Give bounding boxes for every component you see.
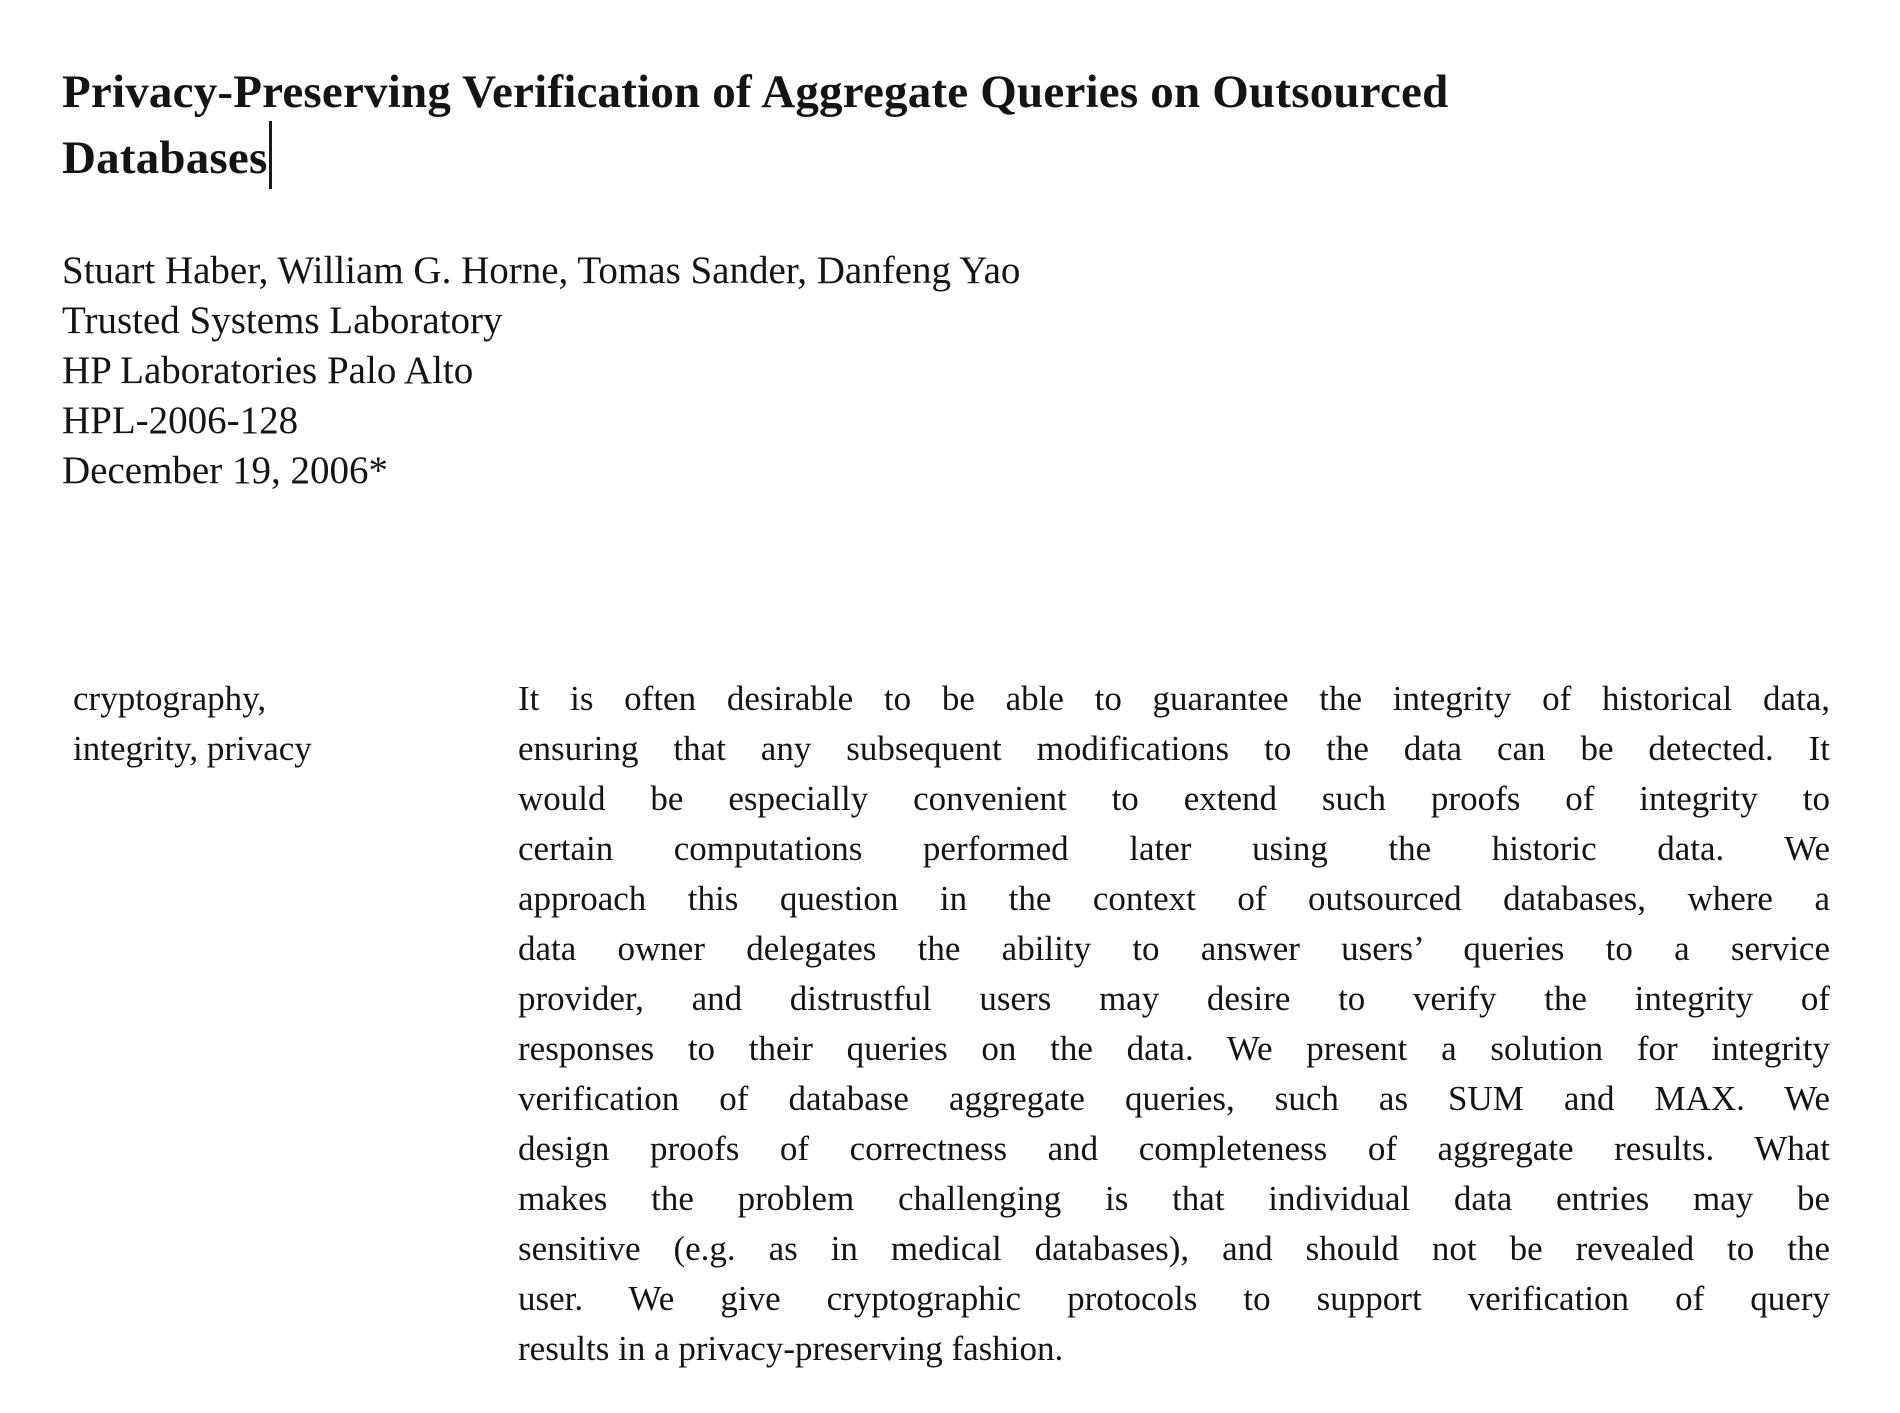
text-cursor-caret: [269, 121, 272, 189]
abstract-line: approach this question in the context of outsourced databases, where a: [518, 879, 1830, 918]
keywords-abstract-row: [73, 674, 1830, 1374]
paper-title-line2: [62, 121, 1448, 189]
report-id-line: HPL-2006-128: [62, 399, 299, 442]
abstract-line: certain computations performed later using the historic data. We: [518, 829, 1830, 868]
header-block: [62, 246, 1020, 496]
paper-title-line2-text: Databases: [62, 132, 268, 184]
paper-title: [62, 63, 1448, 189]
abstract-line: would be especially convenient to extend such proofs of integrity to: [518, 779, 1830, 818]
abstract-line: provider, and distrustful users may desire to verify the integrity of: [518, 979, 1830, 1018]
date-line: December 19, 2006*: [62, 449, 388, 492]
abstract-line: results in a privacy-preserving fashion.: [518, 1329, 1064, 1368]
abstract-line: data owner delegates the ability to answer users’ queries to a service: [518, 929, 1830, 968]
abstract-line: user. We give cryptographic protocols to support verification of query: [518, 1279, 1830, 1318]
abstract-line: ensuring that any subsequent modifications to the data can be detected. It: [518, 729, 1830, 768]
abstract-line: responses to their queries on the data. We present a solution for integrity: [518, 1029, 1830, 1068]
abstract-line: verification of database aggregate queries, such as SUM and MAX. We: [518, 1079, 1830, 1118]
keywords-line2: integrity, privacy: [73, 729, 312, 768]
abstract-line: sensitive (e.g. as in medical databases), and should not be revealed to the: [518, 1229, 1830, 1268]
abstract-line: It is often desirable to be able to guarantee the integrity of historical data,: [518, 679, 1830, 718]
abstract-block: [518, 674, 1830, 1374]
lab-line: Trusted Systems Laboratory: [62, 299, 503, 342]
abstract-line: design proofs of correctness and completeness of aggregate results. What: [518, 1129, 1830, 1168]
institution-line: HP Laboratories Palo Alto: [62, 349, 474, 392]
authors-line: Stuart Haber, William G. Horne, Tomas Sander, Danfeng Yao: [62, 249, 1021, 292]
keywords-block: [73, 674, 518, 774]
abstract-line: makes the problem challenging is that individual data entries may be: [518, 1179, 1830, 1218]
paper-title-line1: Privacy-Preserving Verification of Aggregate Queries on Outsourced: [62, 66, 1449, 118]
keywords-line1: cryptography,: [73, 679, 267, 718]
